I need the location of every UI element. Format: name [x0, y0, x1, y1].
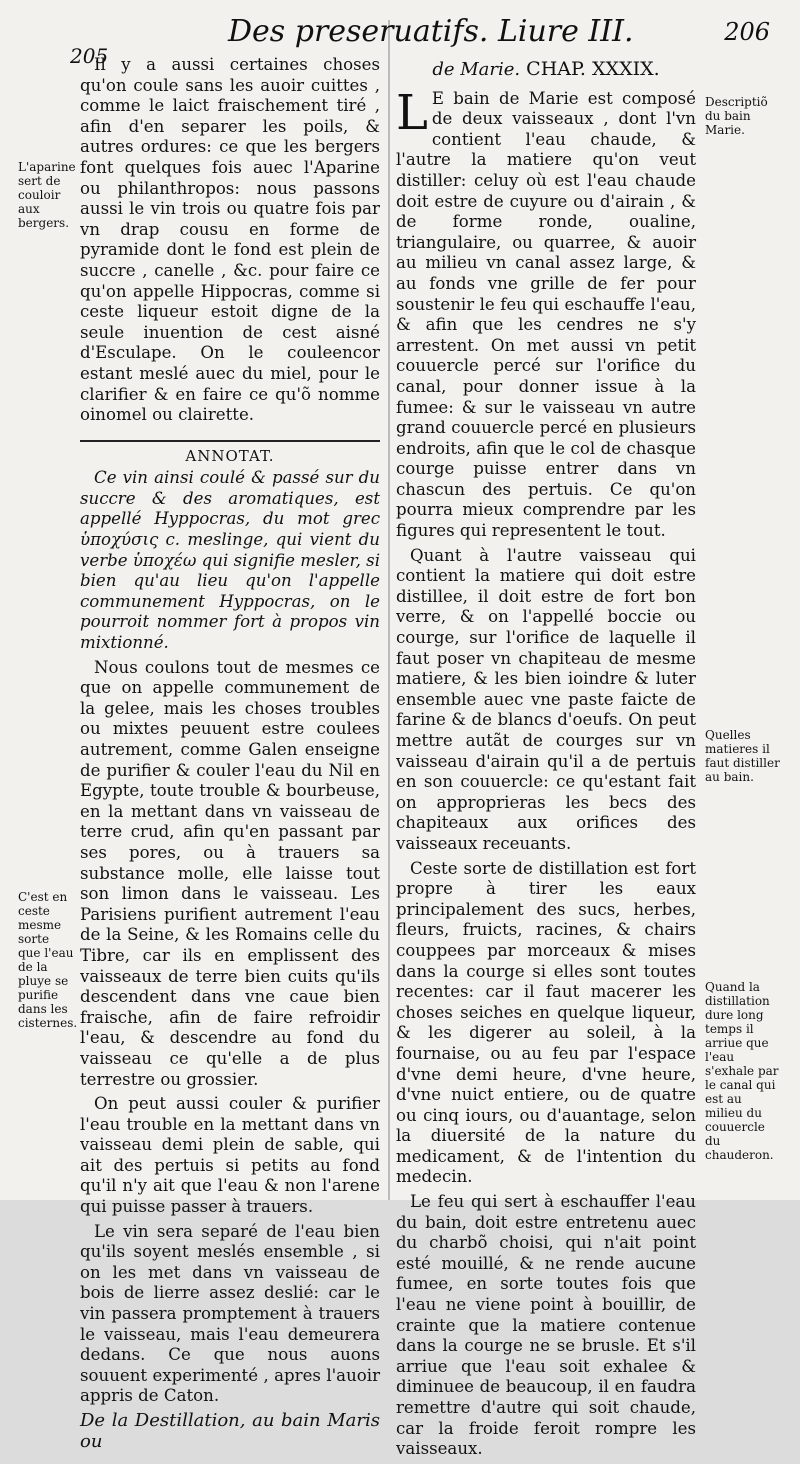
right-page-number: 206: [724, 18, 770, 46]
right-paragraph-2: Quant à l'autre vaisseau qui contient la matiere qui doit estre distillee, il doit estre de fort bon verre, & on l'appellé boccie ou courge, sur l'orifice de laquelle il faut poser vn chapiteau de mesme matiere, & les bien ioindre & luter ensemble auec vne paste faicte de farine & de blancs d'oeufs. On peut mettre autãt de courges sur vn vaisseau d'airain qu'il a de pertuis en son couuercle: ce qu'estant fait on approprieras les becs des chapiteaux aux orifices des vaisseaux receuants.: [396, 545, 696, 853]
left-page-number: 205: [70, 44, 109, 68]
left-paragraph-1: Il y a aussi certaines choses qu'on coule sans les auoir cuittes , comme le laict fraischement tiré , afin d'en separer les poils, & autres ordures: ce que les bergers font quelques fois auec l'Aparine ou philanthropos: nous passons aussi le vin trois ou quatre fois par vn drap cousu en forme de pyramide dont le fond est plein de succre , canelle , &c. pour faire ce qu'on appelle Hippocras, comme si ceste liqueur estoit digne de la seule inuention de cest aisné d'Esculape. On le couleencor estant meslé auec du miel, pour le clarifier & en faire ce qu'õ nomme oinomel ou clairette.: [80, 55, 380, 425]
right-paragraph-1: [396, 84, 696, 542]
right-paragraph-4: Le feu qui sert à eschauffer l'eau du bain, doit estre entretenu auec du charbõ choisi, qui n'ait point esté mouillé, & ne rende aucune fumee, en sorte toutes fois que l'eau ne viene point à bouillir, de crainte que la matiere contenue dans la courge ne se brusle. Et s'il arriue que l'eau soit exhalee & diminuee de beaucoup, il en faudra remettre d'autre qui soit chaude, car la froide feroit rompre les vaisseaux.: [396, 1192, 696, 1459]
running-title: Des preseruatifs. Liure III.: [228, 14, 634, 49]
chapter-heading: [396, 59, 696, 81]
margin-note-right-2: Quelles matieres il faut distiller au bain.: [705, 728, 780, 784]
chapter-number: CHAP. XXXIX.: [526, 58, 660, 80]
margin-note-left-1: L'aparine sert de couloir aux bergers.: [18, 160, 76, 230]
drop-cap: L: [396, 84, 428, 141]
margin-note-right-3: Quand la distillation dure long temps il arriue que l'eau s'exhale par le canal qui est au milieu du couuercle du chauderon.: [705, 980, 779, 1162]
right-paragraph-3: Ceste sorte de distillation est fort propre à tirer les eaux principalement des sucs, herbes, fleurs, fruicts, racines, & chairs couppees par morceaux & mises dans la courge si elles sont toutes recentes: car il faut macerer les choses seiches en quelque liqueur, & les digerer au soleil, à la fournaise, ou au feu par l'espace d'vne demi heure, d'vne heure, d'vne nuict entiere, ou de quatre ou cinq iours, ou d'auantage, selon la diuersité de la nature du medicament, & de l'intention du medecin.: [396, 858, 696, 1187]
annotation-text: Ce vin ainsi coulé & passé sur du succre & des aromatiques, est appellé Hyppocras, du mot grec ὑποχύσις c. meslinge, qui vient du verbe ὑποχέω qui signifie mesler, si bien qu'au lieu qu'on l'appelle communement Hyppocras, on le pourroit nommer fort à propos vin mixtionné.: [80, 468, 380, 653]
left-paragraph-3: On peut aussi couler & purifier l'eau trouble en la mettant dans vn vaisseau demi plein de sable, qui ait des pertuis si petits au fond qu'il n'y ait que l'eau & non l'arene qui puisse passer à trauers.: [80, 1094, 380, 1217]
left-column: [80, 55, 380, 1456]
margin-note-right-1: Descriptiõ du bain Marie.: [705, 95, 768, 137]
section-heading-continued: de Marie.: [432, 59, 521, 80]
running-head: [60, 14, 780, 68]
section-heading: De la Destillation, au bain Maris ou: [80, 1410, 380, 1452]
right-paragraph-1-text: E bain de Marie est composé de deux vaisseaux , dont l'vn contient l'eau chaude, & l'autre la matiere qu'on veut distiller: celuy où est l'eau chaude doit estre de cuyure ou d'airain , & de forme ronde, oualine, triangulaire, ou quarree, & auoir au milieu vn canal assez large, & au fonds vne grille de fer pour soustenir le feu qui eschauffe l'eau, & afin que les cendres ne s'y arrestent. On met aussi vn petit couuercle percé sur l'orifice du canal, pour donner issue à la fumee: & sur le vaisseau vn autre grand couuercle percé en plusieurs endroits, afin que le col de chasque courge puisse entrer dans vn chascun des pertuis. Ce qu'on pourra mieux comprendre par les figures qui representent le tout.: [396, 88, 696, 541]
left-paragraph-2: Nous coulons tout de mesmes ce que on appelle communement de la gelee, mais les choses troubles ou mixtes peuuent estre coulees autrement, comme Galen enseigne de purifier & couler l'eau du Nil en Egypte, toute trouble & bourbeuse, en la mettant dans vn vaisseau de terre crud, afin qu'en passant par ses pores, ou à trauers sa substance molle, elle laisse tout son limon dans le vaisseau. Les Parisiens purifient autrement l'eau de la Seine, & les Romains celle du Tibre, car ils en emplissent des vaisseaux de terre bien cuits qu'ils descendent dans vne caue bien fraische, afin de faire refroidir l'eau, & descendre au fond du vaisseau ce qu'elle a de plus terrestre ou grossier.: [80, 657, 380, 1089]
annotation-heading: ANNOTAT.: [80, 440, 380, 467]
page-gutter: [388, 20, 390, 1200]
margin-note-left-2: C'est en ceste mesme sorte que l'eau de la pluye se purifie dans les cisternes.: [18, 890, 78, 1030]
right-column: [396, 55, 696, 1464]
left-paragraph-4: Le vin sera separé de l'eau bien qu'ils soyent meslés ensemble , si on les met dans vn vaisseau de bois de lierre assez deslié: car le vin passera promptement à trauers le vaisseau, mais l'eau demeurera dedans. Ce que nous auons souuent experimenté , apres l'auoir appris de Caton.: [80, 1221, 380, 1406]
